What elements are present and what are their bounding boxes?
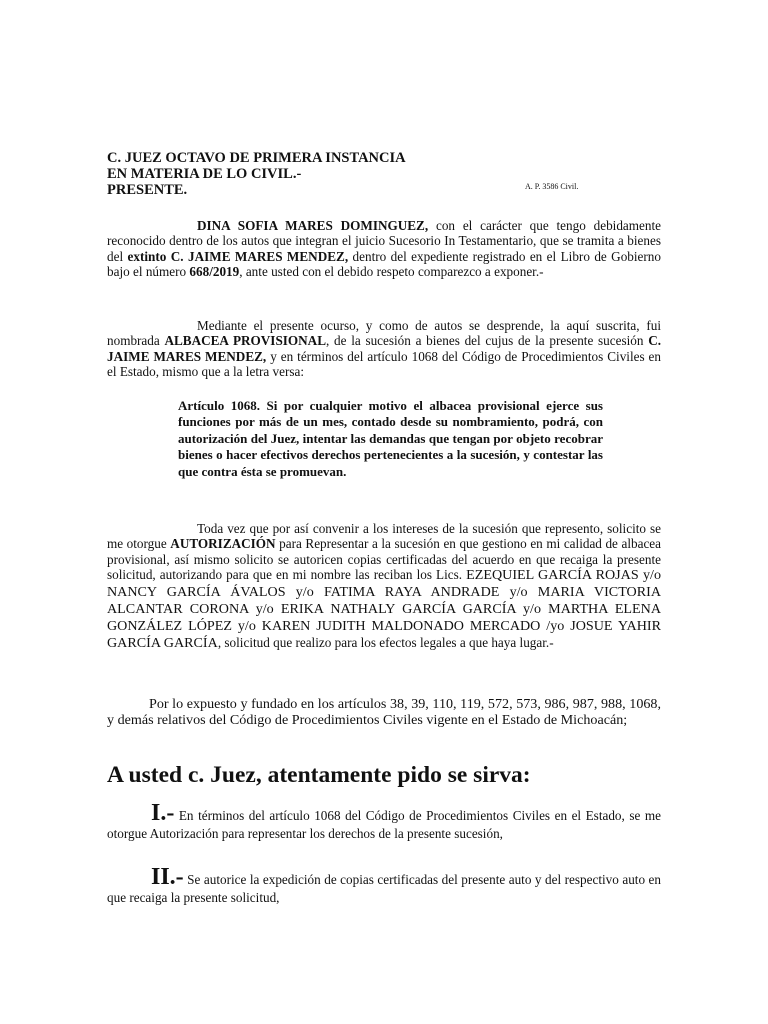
file-reference: A. P. 3586 Civil. xyxy=(525,182,579,191)
petition-heading: A usted c. Juez, atentamente pido se sirva: xyxy=(107,762,531,788)
executor-role: ALBACEA PROVISIONAL xyxy=(164,333,327,349)
intro-text-2: dentro del expediente registrado en el Libro de Gobierno bajo el número xyxy=(107,248,661,279)
para3-text-1: Toda vez que por así convenir a los intereses de la sucesión que represento, solicito se me otorgue xyxy=(107,521,661,552)
case-number: 668/2019 xyxy=(189,263,240,279)
item-1-text: En términos del artículo 1068 del Código de Procedimientos Civiles en el Estado, se me otorgue Autorización para representar los derechos de la presente sucesión, xyxy=(107,808,661,841)
addressee-line-3: PRESENTE. xyxy=(107,182,188,198)
legal-basis-paragraph xyxy=(107,696,661,729)
addressee-line-1: C. JUEZ OCTAVO DE PRIMERA INSTANCIA xyxy=(107,150,406,166)
item-1-numeral: I.- xyxy=(151,800,175,826)
para3-text-2: para Representar a la sucesión en que gestiono en mi calidad de albacea provisional, así mismo solicito se autoricen copias certificadas del acuerdo en que recaiga la presente solicitud, autorizando para que en mi nombre las reciban los Lics. xyxy=(107,536,662,582)
article-quote: Artículo 1068. Si por cualquier motivo el albacea provisional ejerce sus funciones por más de un mes, contado desde su nombramiento, podrá, con autorización del Juez, intentar las demandas que tengan por objeto recobrar bienes o hacer efectivos derechos pertenecientes a la sucesión, y contestar las que contra ésta se promuevan. xyxy=(178,398,603,479)
item-2-text: Se autorice la expedición de copias certificadas del presente auto y del respectivo auto en que recaiga la presente solicitud, xyxy=(107,872,661,905)
intro-text-1: con el carácter que tengo debidamente reconocido dentro de los autos que integran el juicio Sucesorio In Testamentario, que se tramita a bienes del xyxy=(107,218,661,264)
petitioner-name: DINA SOFIA MARES DOMINGUEZ, xyxy=(197,218,429,233)
para2-text-1: Mediante el presente ocurso, y como de autos se desprende, la aquí suscrita, fui nombrada xyxy=(107,318,661,349)
para2-text-3: y en términos del artículo 1068 del Código de Procedimientos Civiles en el Estado, mismo que a la letra versa: xyxy=(107,348,662,379)
item-2-numeral: II.- xyxy=(151,864,184,890)
deceased-name: extinto C. JAIME MARES MENDEZ, xyxy=(127,248,349,264)
petition-item-2 xyxy=(107,864,661,907)
authorized-lawyers: EZEQUIEL GARCÍA ROJAS y/o NANCY GARCÍA ÁVALOS y/o FATIMA RAYA ANDRADE y/o MARIA VICTORIA ALCANTAR CORONA y/o ERIKA NATHALY GARCÍA GARCÍA y/o MARTHA ELENA GONZÁLEZ LÓPEZ y/o KAREN JUDITH MALDONADO MERCADO /yo JOSUE YAHIR GARCÍA GARCÍA xyxy=(107,566,661,651)
para2-deceased: C. JAIME MARES MENDEZ, xyxy=(107,333,662,364)
intro-text-3: , ante usted con el debido respeto comparezco a exponer.- xyxy=(239,263,544,279)
petition-item-1 xyxy=(107,800,661,843)
para4-text: Por lo expuesto y fundado en los artículos 38, 39, 110, 119, 572, 573, 986, 987, 988, 1068, y demás relativos del Código de Procedimientos Civiles vigente en el Estado de Michoacán; xyxy=(107,696,661,729)
appointment-paragraph xyxy=(107,318,661,379)
addressee-line-2: EN MATERIA DE LO CIVIL.- xyxy=(107,166,302,182)
para2-text-2: , de la sucesión a bienes del cujus de la presente sucesión xyxy=(326,333,649,349)
authorization-word: AUTORIZACIÓN xyxy=(170,536,276,552)
request-paragraph xyxy=(107,521,661,652)
intro-paragraph xyxy=(107,218,661,279)
para3-text-3: , solicitud que realizo para los efectos legales a que haya lugar.- xyxy=(217,634,554,650)
